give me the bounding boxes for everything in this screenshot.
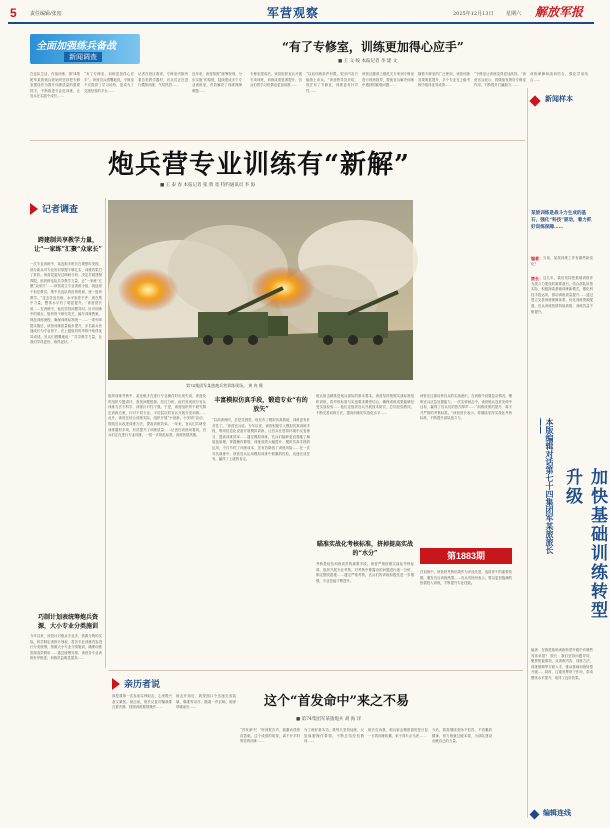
banner-title: 全面加强练兵备战 <box>36 41 116 52</box>
bottom-column-5: 班长告诉我，炮兵射击精度靠的是日复一日的训练积累，来不得半点马虎…… <box>368 728 428 738</box>
center-column-4: 考核是检验训练成效的重要手段。该营严格按照实战化考核标准，组织开展专业考核，对考核中暴露出的问题进行逐一分析，制定整改措施……通过严格考核，官兵们的训练积极性进一步增强，专业技能不断提升。 <box>316 562 414 583</box>
top-column-2: “有了专修室，训练更加得心应手”。该营官兵感慨地说，专修室不仅提供了学习场所，更成为了交流经验的平台…… <box>84 72 134 93</box>
reporter-investigation-label: 记者调查 <box>42 205 79 215</box>
page-header <box>0 0 601 24</box>
issue-number-badge: 第1883期 <box>420 548 512 564</box>
banner-subtitle: 新闻调查 <box>64 52 102 62</box>
sidebar-qa-label-2: 旅长： <box>531 276 543 281</box>
top-column-1: 在连队生活，作战训练，第74集团军某旅炮兵营始终坚持把专修室建设作为提升训练质量的重要抓手，不断推进专业化训练，让官兵在实践中成长…… <box>30 72 80 99</box>
news-sample-label: 新闻样本 <box>545 94 573 103</box>
top-column-4: 近年来，该营按照“统筹规划、分步实施”的原则，陆续建成多个专业训练室，有效解决了训练保障难题…… <box>192 72 242 93</box>
bottom-title: 这个“首发命中”来之不易 <box>264 694 409 709</box>
left-column-body-1: 一次专业训练中，某连炮手班长在观察时发现，部分新兵对专业知识掌握不够扎实，训练效果打了折扣。该营党委经过调研分析，决定打破建制界限，组织跨连队共享教学力量，让“一家练”汇聚“众家长”……该营成立专业训练小组，挑选骨干担任教员，集中各连队的优势资源，统一组织教学。“过去各连各练，水平参差不齐；现在集中力量，整体水平有了明显提升。”该营营长说……在训练中，他们坚持问题导向，针对训练中的难点，组织骨干研究攻关，编写训练教案，规范训练流程，确保训练标准统一……一系列举措实施后，该营训练质量稳步提升，多名新兵快速成长为专业骨干，在上级组织的考核中取得优异成绩。官兵们感慨地说：“共享教学力量，让我们学得更快、练得更好。” <box>30 262 102 345</box>
sidebar-teaser: 某旅训练是战斗力生成的基石，强化“科技”驱动，着力抓好训练保障…… <box>531 211 592 230</box>
bottom-column-2: 射击开始后，我按照口令迅速完成装填、瞄准等动作，随着一声巨响，炮弹呼啸而出…… <box>176 694 236 710</box>
main-photo <box>108 200 413 380</box>
subheading-1: 跨建制共享教学力量，让“一家练”汇聚“众家长” <box>34 237 102 253</box>
top-story-col-1: 专修室建成后，该营组织官兵开展专项训练，训练成绩显著提升，官兵们的学习热情也更加高涨…… <box>250 72 302 88</box>
eyewitness-label: 亲历者说 <box>124 680 161 690</box>
sidebar-qa-label-1: 编者： <box>531 256 543 261</box>
photo-caption: 第74集团军某旅炮兵营训练现场。 黄 冉 摄 <box>186 383 263 388</box>
news-sample-icon <box>529 95 540 106</box>
sidebar-qa-body-1: 当前，某旅训练工作有哪些新变化？ <box>531 256 593 266</box>
top-column-3: 记者在营区看到，专修室内陈列着各类教学器材，官兵们正在进行模拟训练，气氛热烈…… <box>138 72 188 88</box>
sidebar-qa-body-3: 编者：在推进基础训练转型升级中有哪些具体举措？ 旅长：我们坚持问题导向，聚焦短板弱项，从训练内容、训练方法、训练保障等方面入手，推动基础训练转型升级……同时，注重发挥骨干作用，带动整体水平提升，取得了良好效果。 <box>531 648 593 680</box>
bottom-column-3: “首发命中！”听到报告声，我激动得热泪盈眶。这个成绩的取得，离不开平时刻苦的训练…… <box>240 728 300 744</box>
banner-graphic <box>30 34 140 64</box>
reporter-investigation-icon <box>30 203 38 215</box>
center-column-5: 该营还注重培养官兵的实战意识，在训练中设置复杂情况，锤炼官兵应急处置能力。一次实弹射击中，该营炮兵连首发命中目标，赢得了官兵们的热烈掌声……“训练成绩的提升，离不开严格的考核标准。”该营营长表示，将继续坚持实战化考核标准，不断提升部队战斗力。 <box>420 394 512 421</box>
top-story-col-4: 随着专修室的广泛使用，该营训练效果明显提升，多个专业在上级考核中取得优异成绩…… <box>418 72 470 88</box>
artillery-photo <box>108 200 413 380</box>
page-number: 5 <box>10 6 17 20</box>
bottom-column-1: 那是我第一次参加实弹射击，心里既兴奋又紧张。射击前，班长反复叮嘱我要沉着冷静，按照训练要领操作…… <box>112 694 172 710</box>
center-column-6: 在训练中，该营把考核结果作为评选先进、选拔骨干的重要依据，激发官兵训练热情……官兵们纷纷表示，要以更加饱满的热情投入训练，不断提升专业技能。 <box>420 570 512 586</box>
top-story-byline: ■ 王 义 蛟 本报记者 李 建 文 <box>338 59 398 64</box>
main-title: 炮兵营专业训练有“新解” <box>108 150 410 180</box>
top-story-col-2: “以前训练条件有限，很多内容只能纸上谈兵。”该营教导员介绍，现在有了专修室，训练更有针对性…… <box>306 72 358 93</box>
subheading-3: 瞄准实战化考核标准，挤掉提高实战的“水分” <box>316 541 413 557</box>
issue-weekday: 星期六 <box>506 11 522 17</box>
sidebar-heading: 本版编辑对话第七十四集团军某旅旅长—— <box>536 418 555 554</box>
sidebar-title: 加快基础训练转型升级 <box>562 468 607 620</box>
left-column-body-2: 今年以来，该营针对炮兵专业多、资源分散的实际，科学制定训练计划表，将各专业训练内容进行分类统筹，按照大小专业分别施训，确保训练资源高效利用……通过统筹安排，该营各专业训练有序推进，训练效益明显提高…… <box>30 634 102 661</box>
eyewitness-icon <box>112 678 120 690</box>
subheading-4: 巧制计划表统筹炮兵资源，大小专业分类施训 <box>37 614 98 630</box>
bottom-byline: ■ 第74集团军某旅炮兵 胡 海 洋 <box>296 717 362 722</box>
main-byline: ■ 王 泰 春 本报记者 张 典 宽 特约通讯员 李 海 <box>160 183 256 188</box>
bottom-column-4: 为了练好基本功，我每天坚持加练，反复琢磨操作要领，不断总结经验教训…… <box>304 728 364 744</box>
bottom-column-6: 今后，我将继续发扬不怕苦、不怕累的精神，努力练就过硬本领，为部队建设贡献自己的力量。 <box>432 728 492 744</box>
sidebar-qa-body-2: 这几年，我们坚持把基础训练作为战斗力建设的重要基石，结合部队转型实际，积极探索基础训练新模式，强化科技手段运用，推动训练质量提升……通过建立完善训练保障体系，优化训练资源配置，官兵训练热情持续高涨，训练效益不断提升。 <box>531 276 593 314</box>
top-story-col-5: “专修室让训练变得更加高效。”该营官兵表示，将继续发挥好专修室作用，不断提升打赢能力…… <box>474 72 526 88</box>
center-column-1: 组织训练考核中，某连炮手在进行专业操作时出现失误，该营及时组织专题讲评，查找问题根源。经过分析，他们发现部分官兵训练方法不科学，训练针对性不强。于是，该营组织骨干研究制定训练方案，针对不同专业、不同层次的官兵开展分类训练……此外，该营还结合训练实际，组织开展“小创新、小发明”活动，鼓励官兵改进训练方法，提高训练效率。一年来，官兵们共研发训练器材多项，有效提升了训练质量……记者在训练场看到，官兵们正在进行专业训练，一招一式规范标准，训练热情高涨。 <box>108 394 206 438</box>
editor-link-label: 编辑连线 <box>543 808 571 817</box>
subheading-2: 丰富模拟仿真手段，锻造专业“有的放矢” <box>214 397 308 413</box>
section-title: 军营观察 <box>267 6 320 20</box>
issue-date: 2025年12月13日 <box>453 11 494 17</box>
top-story-title: “有了专修室，训练更加得心应手” <box>282 40 464 54</box>
editor-credit: 责任编辑/张密 <box>30 11 62 17</box>
center-column-3: 炮兵射击精准是炮兵部队的基本要求。该营坚持按照实战标准组织训练，将考核标准与实战要求紧密结合，确保训练成果能够经受实战检验……他们还组织官兵开展战术研讨，总结经验教训，不断完善训练方法，提高训练的实战化水平…… <box>316 394 414 415</box>
top-story-col-6: 训练保障和战训结合，强化学用结合…… <box>530 72 588 82</box>
masthead-logo: 解放军报 <box>535 5 584 19</box>
center-column-2: “以前训练时，总是凭感觉，现在有了模拟仿真系统，训练更有针对性了。”该营官兵说。今年以来，该营积极引入模拟仿真训练手段，利用信息化设备开展模拟训练，让官兵在虚拟环境中反复练习，提高训练效率……通过模拟训练，官兵们能够更直观地了解装备原理，掌握操作要领，训练成绩大幅提升。模拟仿真手段的运用，不仅节约了训练成本，还有效降低了训练风险……在一次对抗演练中，该营官兵运用模拟训练中积累的经验，迅速完成任务，赢得了上级的肯定。 <box>212 418 310 462</box>
editor-link-icon <box>530 810 540 820</box>
top-story-col-3: 该营还邀请上级机关专家到专修室进行现场指导，帮助官兵解决训练中遇到的疑难问题…… <box>362 72 414 88</box>
